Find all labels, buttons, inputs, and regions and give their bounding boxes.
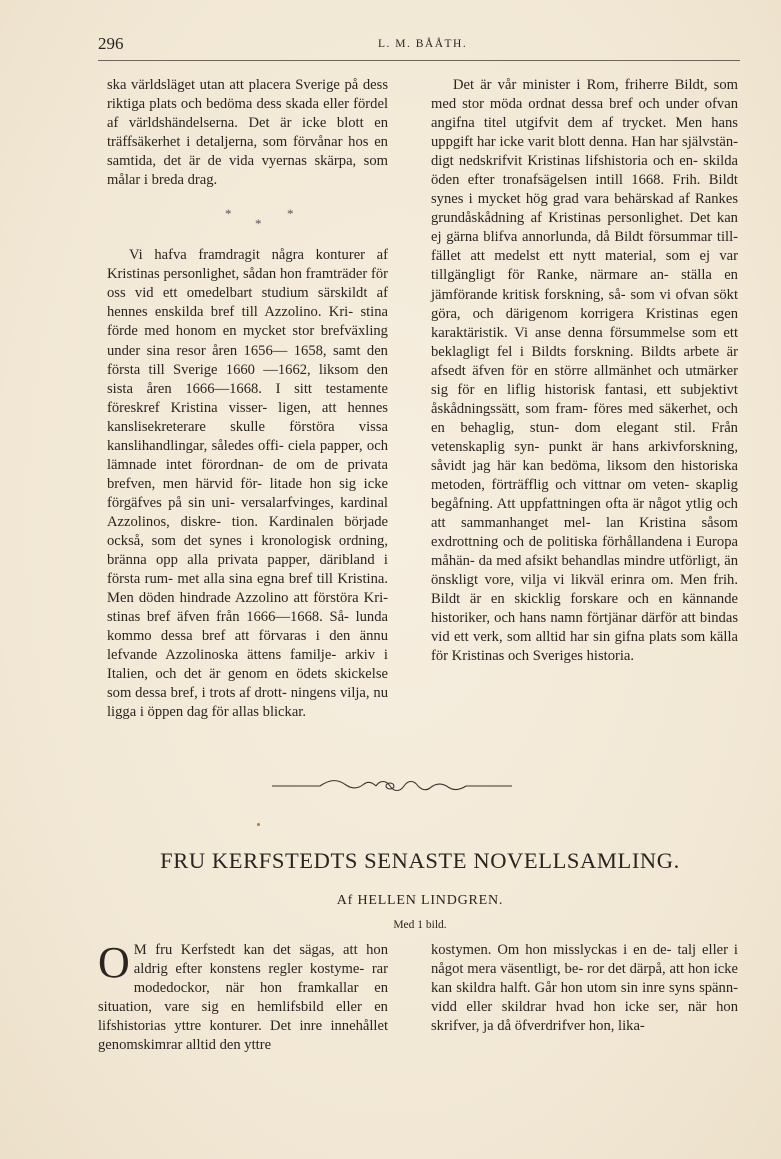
text-line: eller fördel af världshändelserna. Det är <box>107 96 388 132</box>
text-line: metoden, förträfflig och vittnar om veten- <box>431 476 690 493</box>
ink-speck <box>257 823 260 826</box>
text-line: en lifshistorias yttre konturer. Det inre <box>98 999 388 1035</box>
text-line: ciela papper, och lämnade intet förordnan- <box>107 437 388 473</box>
text-line: talj eller i något mera väsentligt, be- <box>431 942 738 978</box>
text-line: I sitt testamente föreskref Kristina visser- <box>107 380 388 416</box>
text-line: Det är vår minister i Rom, friherre <box>453 77 669 93</box>
paragraph-bildt-review <box>431 76 738 666</box>
text-line: fället att medelst ett nytt material, som <box>431 248 691 265</box>
text-line: och en kännande historiker, och hans namn <box>431 591 738 627</box>
text-line: alla privata papper, däribland i första rum- <box>107 552 388 588</box>
text-line: för Kristinas och Sveriges historia. <box>431 648 635 665</box>
text-line: tion. Kardinalen började också, som det <box>107 513 388 549</box>
text-line: ningens vilja, nu ligga i öppen dag för allas <box>107 685 388 721</box>
text-line: versalarfvinges, kardinal Azzolinos, diskre- <box>107 494 388 530</box>
text-line: som vi ofvan sökt göra, och därigenom <box>431 286 739 322</box>
text-line: ej var tillgängligt för Ranke, närmare an- <box>431 248 738 284</box>
article-byline: Af HELLEN LINDGREN. <box>336 893 504 908</box>
text-line: behärskad af Rankes grundåskådning af <box>431 191 738 227</box>
text-line: döden hindrade Azzolino att förstöra Kri- <box>138 590 388 607</box>
text-line: dom elegant stil. Från vetenskaplig syn- <box>431 419 738 455</box>
text-line: af hennes enskilda bref till Azzolino. Kri- <box>107 285 388 321</box>
text-line: Bildt, som med stor möda ordnat dessa <box>431 77 738 113</box>
text-line: synes i kronologisk ordning, bränna opp <box>107 532 388 569</box>
page-header <box>98 34 738 60</box>
text-line: aldrig efter konstens regler kostyme- <box>133 961 365 978</box>
text-line: förvånar hos en samtida, det är de vida <box>107 134 388 170</box>
article-right-column <box>431 941 738 1036</box>
text-line: blickar. <box>262 704 307 721</box>
text-line: ligen, att hennes kanslisekreterare skulle <box>107 399 388 435</box>
text-line: Frih. Bildt synes i mycket hög grad vara <box>431 172 738 208</box>
asterisk: * <box>287 206 294 222</box>
text-line: litade hon sig icke förgäfves på sin uni- <box>107 475 388 511</box>
text-line: blifva annorlunda, då Bildt försummar till- <box>483 229 738 246</box>
text-line: da med afsikt behandlas mindre utförligt, <box>478 553 721 570</box>
text-line: lunda kommo dessa bref att förvaras i den <box>107 609 388 645</box>
text-line: som alltid har sin gifna plats som källa <box>507 629 738 646</box>
article-left-column <box>98 938 389 1055</box>
text-line: fel i Bildts forskning. Bildts arbete är <box>496 343 739 360</box>
text-line: Kristinas personlighet, sådan hon framträder <box>107 266 368 283</box>
text-line: ror det därpå, att hon icke kan skildra <box>431 961 738 997</box>
text-line: Vi hafva framdragit några konturer af <box>129 247 388 264</box>
text-line: —1662, liksom den sista åren 1666—1668. <box>107 361 388 397</box>
text-line: halft. Går hon utom sin inre syns spänn- <box>500 980 738 997</box>
text-line: här kan bedöma, liksom den historiska <box>497 457 738 474</box>
text-line: M fru Kerfstedt kan det sägas, att hon <box>133 942 388 958</box>
text-line: punkt är hans arkivforskning, såvidt jag <box>431 438 738 474</box>
drop-cap: O <box>98 938 130 987</box>
text-line: icke blott en träffsäkerhet i detaljerna, som <box>107 115 388 151</box>
text-line: skilda öden efter tronafsägelsen intill 1668. <box>431 153 738 189</box>
ornamental-divider <box>272 776 512 796</box>
text-line: met alla sina egna bref till Kristina. Men <box>107 571 388 607</box>
running-head: L. M. BÅÅTH. <box>378 38 468 50</box>
text-line: vidd eller skildrar hvad hon icke ser, när <box>431 999 707 1016</box>
text-line: brefväxling under sina resor åren 1656— <box>107 323 388 359</box>
article-opening-paragraph <box>98 938 389 1055</box>
text-line: dem af trycket. Men hans uppgift har <box>431 115 738 151</box>
text-line: stinas bref äfven från 1666—1668. Så- <box>107 609 349 626</box>
text-line: situation, vare sig en hemlifsbild eller <box>98 999 362 1016</box>
text-line: skickelse som dessa bref, i trots af drott- <box>107 666 388 702</box>
text-line: vyernas skärpa, som målar i breda drag. <box>107 153 389 189</box>
text-line: icke varit blott denna. Han har självstän- <box>499 134 738 151</box>
right-column <box>431 76 738 666</box>
text-line: kostymen. Om hon misslyckas i en de- <box>431 942 672 958</box>
article-title: FRU KERFSTEDTS SENASTE NOVELLSAMLING. <box>160 848 680 873</box>
text-line: förtjänar därför att bindas vid ett verk, <box>431 610 738 646</box>
text-line: på dess riktiga plats och bedöma dess skada <box>107 77 389 113</box>
text-line: för oss vid ett omedelbart studium särskildt <box>107 266 388 302</box>
illustration-note: Med 1 bild. <box>393 919 447 931</box>
text-line: stina förde med honom en mycket stor <box>107 304 389 340</box>
text-line: lan Kristina såsom exdrottning och de <box>431 515 738 551</box>
page-number: 296 <box>98 34 124 53</box>
text-line: ett subjektivt åskådningssätt, som fram- <box>431 381 738 417</box>
text-line: ska världsläget utan att placera Sverige <box>107 77 340 93</box>
paragraph-kristina-letters <box>107 246 388 722</box>
text-line: afsedt äfven för en större allmänhet och <box>431 362 679 379</box>
text-line: utmärker sig för en liflig historisk fantasi, <box>431 362 739 398</box>
text-line: ännu lefvande Azzolinoska ättens familje- <box>107 628 388 664</box>
text-line: arkiv i Italien, och det är genom en ödets <box>107 647 388 683</box>
text-line: rar modedockor, när hon framkallar en <box>133 961 389 997</box>
text-line: innehållet genomskimrar alltid den yttre <box>98 1018 388 1054</box>
text-line: anse denna försummelse som ett beklagligt <box>431 324 738 360</box>
text-line: Men frih. Bildt är en skicklig forskare <box>431 572 738 608</box>
paragraph-world-situation <box>107 76 388 190</box>
text-line: bref och under ofvan angifna titel utgifvit <box>431 96 738 132</box>
text-line: hon skrifver, ja då öfverdrifver hon, lika- <box>431 999 738 1035</box>
text-line: korrigera Kristinas egen karaktäristik. Vi <box>431 305 738 341</box>
section-break-asterisks <box>107 190 388 246</box>
asterisk: * <box>225 206 232 222</box>
text-line: Kristinas personlighet. Det kan ej gärna <box>431 210 738 246</box>
text-line: digt nedskrifvit Kristinas lifshistoria och en- <box>431 153 698 170</box>
text-line: 1658, samt den första till Sverige 1660 <box>107 342 388 378</box>
article-continuation-paragraph <box>431 941 738 1036</box>
left-column <box>107 76 388 722</box>
text-line: politiska förhållandena i Europa måhän- <box>431 534 738 570</box>
text-line: än önskligt vore, vilja vi likväl erinra om. <box>431 553 739 589</box>
text-line: föres med säkerhet, och en behaglig, stun- <box>431 400 738 436</box>
header-rule <box>98 60 740 61</box>
text-line: ställa en jämförande kritisk forskning, så- <box>431 267 738 303</box>
text-line: förstöra vissa kanslihandlingar, således offi- <box>107 418 388 454</box>
asterisk: * <box>255 216 262 232</box>
text-line: skaplig begåfning. Att uppfattningen ofta <box>431 476 738 513</box>
text-line: är något ytlig och att sammanhanget mel- <box>431 496 738 532</box>
text-line: de om de privata brefven, men härvid för- <box>107 456 388 492</box>
